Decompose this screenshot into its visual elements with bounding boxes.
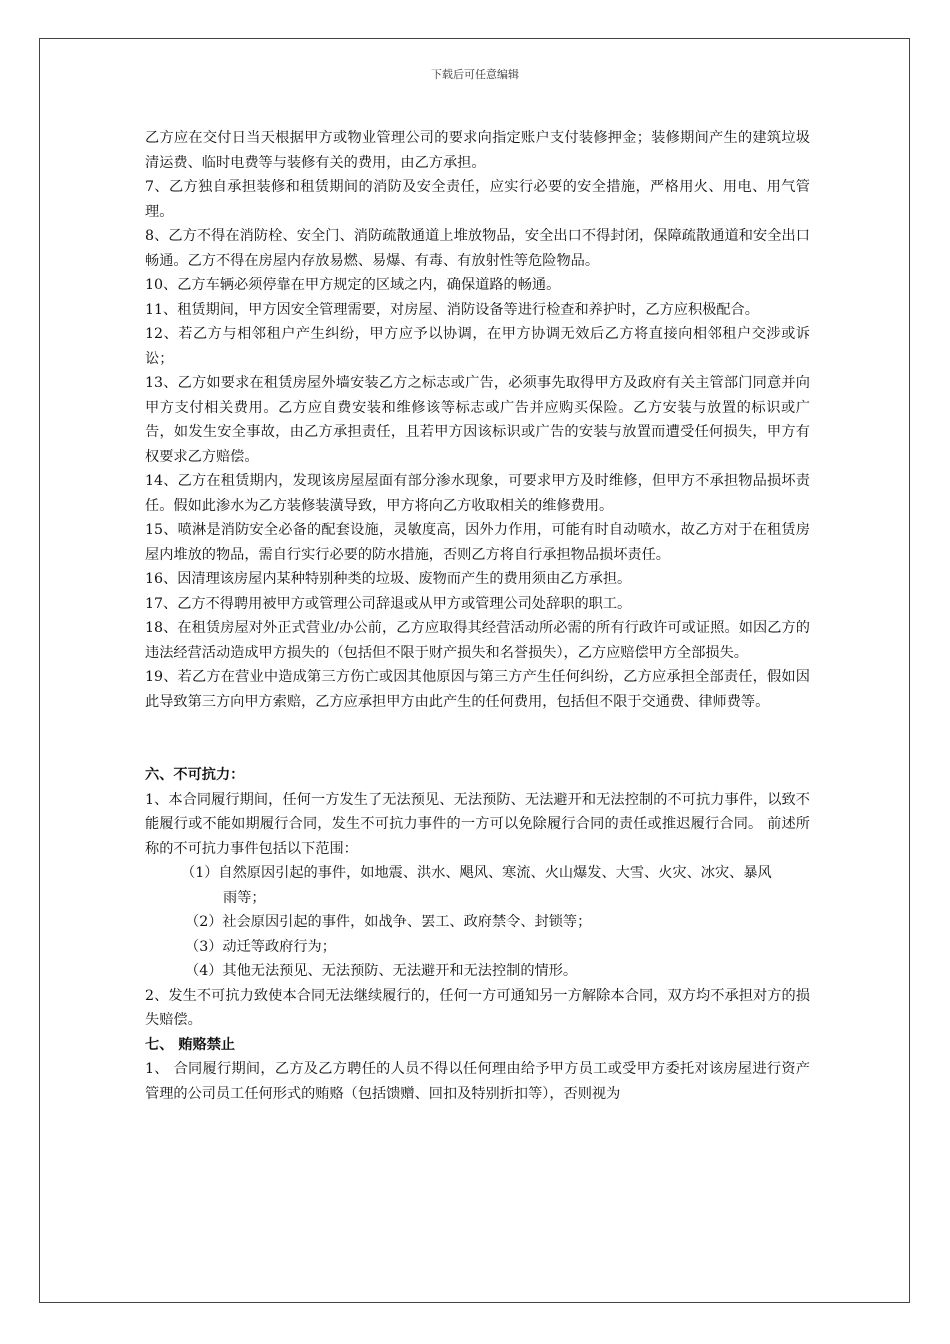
clause-7: 7、乙方独自承担装修和租赁期间的消防及安全责任，应实行必要的安全措施，严格用火、用电、用气管理。 — [145, 179, 810, 220]
clause-11: 11、租赁期间，甲方因安全管理需要，对房屋、消防设备等进行检查和养护时，乙方应积极配合。 — [145, 301, 759, 318]
force-majeure-clause-2: 2、发生不可抗力致使本合同无法继续履行的，任何一方可通知另一方解除本合同，双方均不承担对方的损失赔偿。 — [145, 987, 810, 1028]
page-header: 下载后可任意编辑 — [431, 68, 519, 81]
clause-12: 12、若乙方与相邻租户产生纠纷，甲方应予以协调，在甲方协调无效后乙方将直接向相邻租户交涉或诉讼； — [145, 326, 810, 367]
section-spacer — [145, 714, 810, 763]
clause-17: 17、乙方不得聘用被甲方或管理公司辞退或从甲方或管理公司处辞职的职工。 — [145, 595, 632, 612]
section-6-heading: 六、不可抗力： — [145, 767, 245, 783]
document-body — [145, 126, 810, 1106]
force-majeure-item-1-continued: 雨等； — [223, 889, 266, 906]
clause-14: 14、乙方在租赁期内，发现该房屋屋面有部分渗水现象，可要求甲方及时维修，但甲方不承担物品损坏责任。假如此渗水为乙方装修装潢导致，甲方将向乙方收取相关的维修费用。 — [145, 473, 810, 514]
force-majeure-clause-1: 1、本合同履行期间，任何一方发生了无法预见、无法预防、无法避开和无法控制的不可抗力事件，以致不能履行或不能如期履行合同，发生不可抗力事件的一方可以免除履行合同的责任或推迟履行合同。 前述所称的不可抗力事件包括以下范围： — [145, 791, 810, 857]
clause-18: 18、在租赁房屋对外正式营业/办公前，乙方应取得其经营活动所必需的所有行政许可或证照。如因乙方的违法经营活动造成甲方损失的（包括但不限于财产损失和名誉损失），乙方应赔偿甲方全部损失。 — [145, 620, 810, 661]
force-majeure-item-1 — [145, 861, 810, 910]
clause-paragraph: 乙方应在交付日当天根据甲方或物业管理公司的要求向指定账户支付装修押金；装修期间产生的建筑垃圾清运费、临时电费等与装修有关的费用，由乙方承担。 — [145, 130, 810, 171]
force-majeure-item-3: （3）动迁等政府行为； — [185, 938, 336, 955]
force-majeure-item-2: （2）社会原因引起的事件，如战争、罢工、政府禁令、封锁等； — [185, 914, 592, 930]
clause-15: 15、喷淋是消防安全必备的配套设施，灵敏度高，因外力作用，可能有时自动喷水，故乙方对于在租赁房屋内堆放的物品，需自行实行必要的防水措施，否则乙方将自行承担物品损坏责任。 — [145, 522, 810, 563]
force-majeure-item-1-text: （1）自然原因引起的事件，如地震、洪水、飓风、寒流、火山爆发、大雪、火灾、冰灾、暴风 — [181, 865, 772, 881]
clause-10: 10、乙方车辆必须停靠在甲方规定的区域之内，确保道路的畅通。 — [145, 277, 561, 293]
clause-13: 13、乙方如要求在租赁房屋外墙安装乙方之标志或广告，必须事先取得甲方及政府有关主管部门同意并向甲方支付相关费用。乙方应自费安装和维修该等标志或广告并应购买保险。乙方安装与放置的标识或广告，如发生安全事故，由乙方承担责任，且若甲方因该标识或广告的安装与放置而遭受任何损失，甲方有权要求乙方赔偿。 — [145, 375, 810, 465]
clause-8: 8、乙方不得在消防栓、安全门、消防疏散通道上堆放物品，安全出口不得封闭，保障疏散通道和安全出口畅通。乙方不得在房屋内存放易燃、易爆、有毒、有放射性等危险物品。 — [145, 228, 810, 269]
section-7-heading: 七、 贿赂禁止 — [145, 1036, 236, 1053]
bribery-clause-1: 1、 合同履行期间，乙方及乙方聘任的人员不得以任何理由给予甲方员工或受甲方委托对该房屋进行资产管理的公司员工任何形式的贿赂（包括馈赠、回扣及特别折扣等），否则视为 — [145, 1061, 810, 1102]
force-majeure-item-4: （4）其他无法预见、无法预防、无法避开和无法控制的情形。 — [185, 963, 578, 979]
clause-16: 16、因清理该房屋内某种特别种类的垃圾、废物而产生的费用须由乙方承担。 — [145, 571, 632, 587]
clause-19: 19、若乙方在营业中造成第三方伤亡或因其他原因与第三方产生任何纠纷，乙方应承担全部责任，假如因此导致第三方向甲方索赔，乙方应承担甲方由此产生的任何费用，包括但不限于交通费、律师费等。 — [145, 669, 810, 710]
